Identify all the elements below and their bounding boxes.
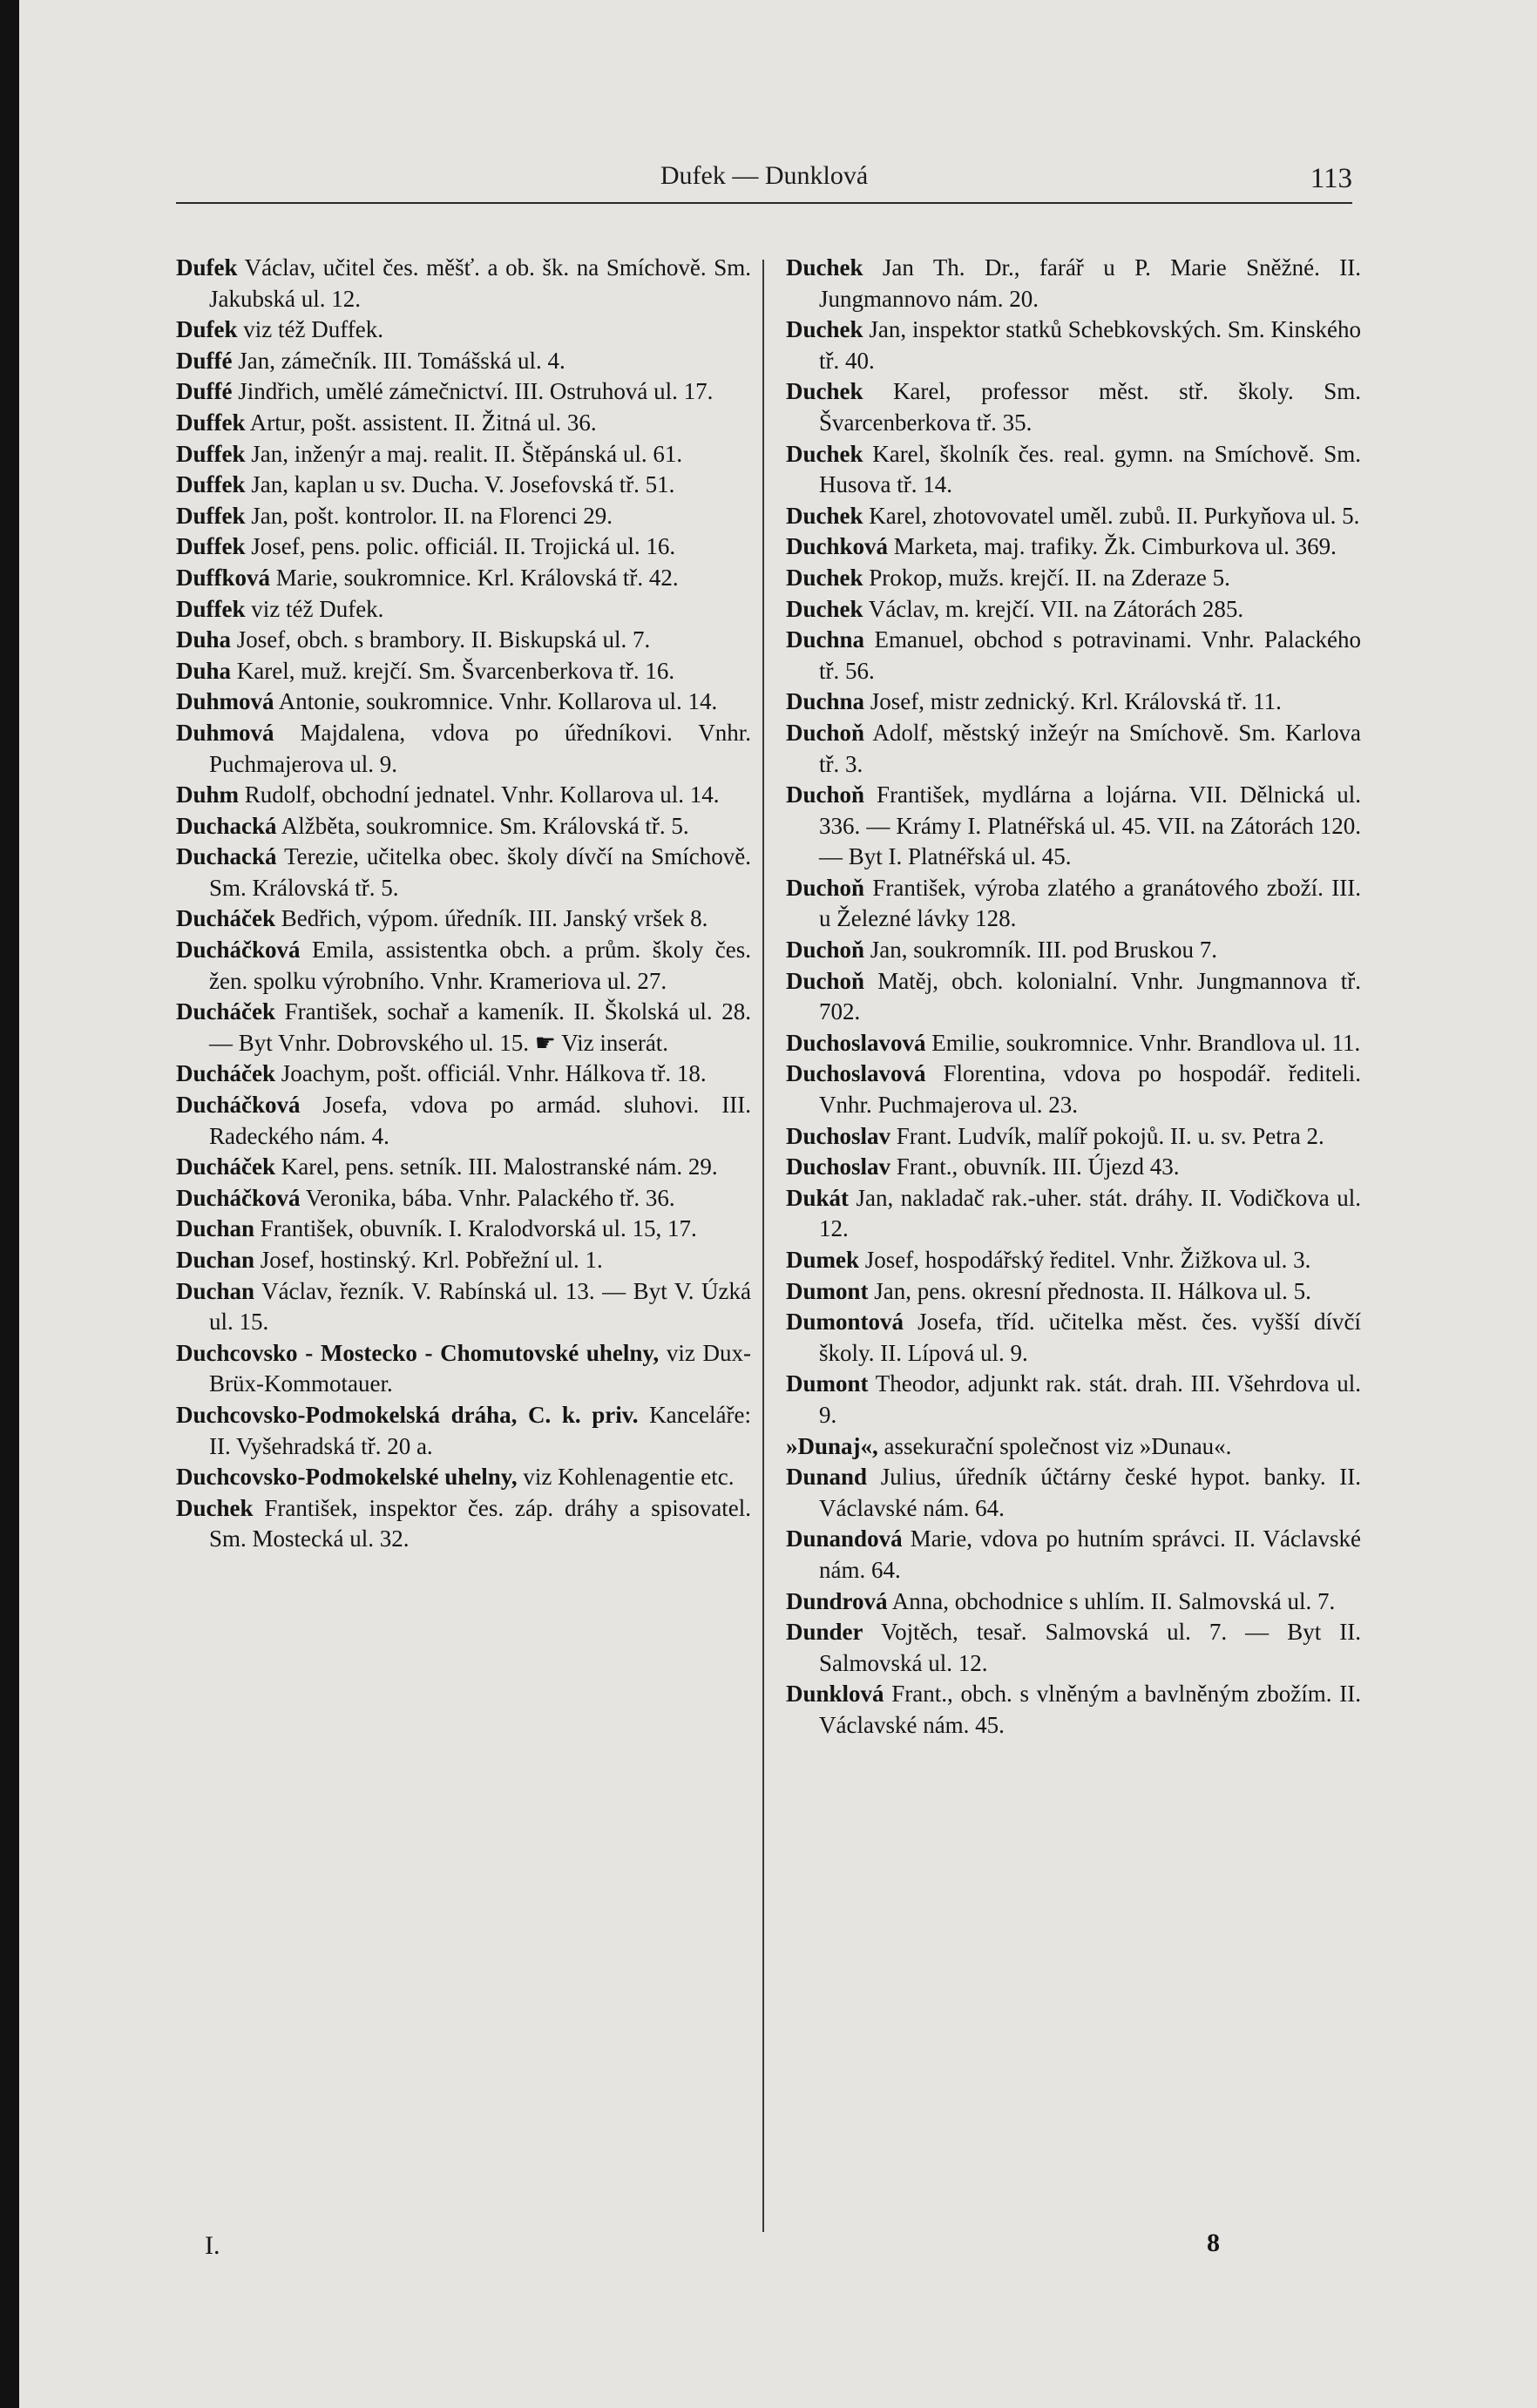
entry-surname: Dumont — [786, 1277, 869, 1304]
entry-surname: Dundrová — [786, 1587, 888, 1614]
entry-surname: Dunand — [786, 1464, 868, 1491]
directory-entry — [786, 1679, 1361, 1741]
directory-entry — [176, 656, 751, 687]
entry-surname: Duchek — [786, 564, 863, 591]
entry-surname: Duffek — [176, 502, 246, 529]
entry-details: Josef, hostinský. Krl. Pobřežní ul. 1. — [254, 1247, 603, 1273]
directory-entry — [786, 1524, 1361, 1586]
directory-entry — [176, 1059, 751, 1090]
directory-entry — [786, 1462, 1361, 1524]
entry-surname: Dunklová — [786, 1681, 884, 1708]
entry-surname: Duchek — [786, 254, 863, 281]
signature-mark-right: 8 — [1207, 2229, 1220, 2257]
entry-details: Josefa, vdova po armád. sluhovi. III. Radeckého nám. 4. — [209, 1092, 751, 1149]
entry-surname: Dunder — [786, 1619, 863, 1646]
entry-surname: Dumont — [786, 1370, 869, 1397]
directory-entry — [786, 1183, 1361, 1245]
directory-entry — [176, 1214, 751, 1245]
entry-details: František, výroba zlatého a granátového zboží. III. u Železné lávky 128. — [819, 874, 1361, 932]
left-column — [176, 253, 751, 1555]
directory-entry — [176, 1090, 751, 1152]
entry-surname: Dufek — [176, 316, 238, 343]
directory-entry — [176, 780, 751, 811]
entry-details: viz Kohlenagentie etc. — [517, 1464, 735, 1491]
entry-details: Antonie, soukromnice. Vnhr. Kollarova ul. 14. — [274, 688, 718, 715]
entry-surname: Duchoň — [786, 781, 865, 808]
entry-details: Jan, kaplan u sv. Ducha. V. Josefovská tř. 51. — [245, 471, 675, 498]
entry-details: Joachym, pošt. officiál. Vnhr. Hálkova tř. 18. — [275, 1060, 707, 1087]
entry-details: Karel, školník čes. real. gymn. na Smíchově. Sm. Husova tř. 14. — [819, 440, 1361, 498]
directory-entry — [786, 594, 1361, 626]
entry-details: František, mydlárna a lojárna. VII. Dělnická ul. 336. — Krámy I. Platnéřská ul. 45. VII. na Zátorách 120. — Byt I. Platnéřská ul. 45. — [819, 781, 1361, 870]
entry-details: Frant., obuvník. III. Újezd 43. — [890, 1153, 1180, 1180]
entry-surname: Duchoň — [786, 719, 865, 746]
entry-surname: Duchan — [176, 1247, 255, 1273]
entry-surname: Duchek — [176, 1494, 254, 1521]
entry-details: Jan, zámečník. III. Tomášská ul. 4. — [232, 347, 565, 374]
entry-surname: Ducháčková — [176, 1184, 301, 1211]
directory-entry — [786, 1121, 1361, 1153]
entry-surname: Ducháčková — [176, 937, 301, 964]
running-header — [176, 152, 1352, 205]
header-rule — [176, 202, 1352, 204]
entry-surname: Duchek — [786, 502, 863, 529]
directory-entry — [176, 439, 751, 470]
entry-surname: Duffek — [176, 471, 246, 498]
directory-entry — [176, 253, 751, 315]
directory-entry — [786, 1369, 1361, 1431]
entry-details: Anna, obchodnice s uhlím. II. Salmovská ul. 7. — [887, 1587, 1336, 1614]
directory-entry — [176, 470, 751, 501]
entry-details: Matěj, obch. kolonialní. Vnhr. Jungmannova tř. 702. — [819, 967, 1361, 1025]
directory-entry — [176, 1462, 751, 1493]
entry-surname: Duhm — [176, 781, 240, 808]
entry-details: Bedřich, výpom. úředník. III. Janský vršek 8. — [275, 905, 708, 932]
directory-entry — [786, 376, 1361, 438]
entry-details: Florentina, vdova po hospodář. řediteli. Vnhr. Puchmajerova ul. 23. — [819, 1060, 1361, 1119]
directory-entry — [176, 1183, 751, 1214]
entry-details: Karel, pens. setník. III. Malostranské nám. 29. — [275, 1153, 718, 1180]
entry-details: Emila, assistentka obch. a prům. školy čes. žen. spolku výrobního. Vnhr. Krameriova ul. 27. — [209, 937, 751, 994]
directory-entry — [176, 346, 751, 377]
entry-surname: Duchoslavová — [786, 1060, 926, 1087]
directory-entry — [176, 1493, 751, 1555]
entry-details: Jan, soukromník. III. pod Bruskou 7. — [864, 937, 1218, 964]
directory-entry — [786, 1307, 1361, 1369]
directory-entry — [176, 935, 751, 997]
entry-surname: Duchcovsko-Podmokelské uhelny, — [176, 1464, 518, 1491]
directory-entry — [176, 501, 751, 532]
directory-entry — [176, 811, 751, 842]
directory-entry — [786, 1586, 1361, 1618]
entry-surname: Ducháček — [176, 998, 275, 1025]
entry-details: Jan, pošt. kontrolor. II. na Florenci 29. — [245, 502, 613, 529]
entry-surname: Dumontová — [786, 1309, 904, 1336]
directory-entry — [786, 253, 1361, 315]
entry-details: Marie, vdova po hutním správci. II. Václavské nám. 64. — [819, 1525, 1361, 1583]
entry-surname: Duchcovsko - Mostecko - Chomutovské uhelny, — [176, 1339, 660, 1366]
entry-surname: Duffé — [176, 378, 233, 405]
entry-details: viz též Dufek. — [245, 595, 384, 622]
entry-surname: Ducháček — [176, 1060, 275, 1087]
entry-surname: Duchoslavová — [786, 1029, 926, 1056]
entry-details: Adolf, městský inžeýr na Smíchově. Sm. Karlova tř. 3. — [819, 719, 1361, 777]
entry-surname: Ducháček — [176, 1153, 275, 1180]
entry-details: František, inspektor čes. záp. dráhy a spisovatel. Sm. Mostecká ul. 32. — [209, 1494, 751, 1552]
directory-entry — [786, 501, 1361, 532]
directory-entry — [786, 1617, 1361, 1679]
directory-entry — [176, 842, 751, 903]
entry-details: Karel, muž. krejčí. Sm. Švarcenberkova tř. 16. — [231, 657, 675, 684]
directory-entry — [176, 315, 751, 346]
directory-entry — [786, 439, 1361, 501]
entry-surname: »Dunaj«, — [786, 1432, 878, 1459]
entry-details: Theodor, adjunkt rak. stát. drah. III. Všehrdova ul. 9. — [819, 1370, 1361, 1428]
page-number: 113 — [1310, 163, 1352, 194]
directory-entry — [176, 997, 751, 1059]
entry-surname: Duhmová — [176, 688, 274, 715]
directory-entry — [176, 1276, 751, 1338]
entry-details: Prokop, mužs. krejčí. II. na Zderaze 5. — [863, 564, 1230, 591]
entry-details: Jan, inženýr a maj. realit. II. Štěpánská ul. 61. — [245, 440, 683, 467]
entry-surname: Duchek — [786, 316, 863, 343]
entry-details: Vojtěch, tesař. Salmovská ul. 7. — Byt II. Salmovská ul. 12. — [819, 1619, 1361, 1676]
directory-entry — [176, 531, 751, 563]
directory-entry — [786, 687, 1361, 718]
directory-entry — [786, 718, 1361, 780]
entry-surname: Duchna — [786, 688, 865, 715]
entry-details: František, obuvník. I. Kralodvorská ul. 15, 17. — [254, 1215, 697, 1242]
entry-details: Kanceláře: II. Vyšehradská tř. 20 a. — [209, 1401, 751, 1459]
directory-entry — [176, 376, 751, 408]
entry-surname: Duchek — [786, 440, 863, 467]
entry-details: Václav, učitel čes. měšť. a ob. šk. na Smíchově. Sm. Jakubská ul. 12. — [209, 254, 751, 312]
directory-entry — [786, 563, 1361, 594]
directory-entry — [786, 1245, 1361, 1276]
entry-surname: Duffek — [176, 440, 246, 467]
entry-details: Václav, řezník. V. Rabínská ul. 13. — Byt V. Úzká ul. 15. — [209, 1277, 751, 1336]
entry-surname: Duha — [176, 626, 232, 653]
entry-details: Veronika, bába. Vnhr. Palackého tř. 36. — [300, 1184, 675, 1211]
entry-surname: Ducháček — [176, 905, 275, 932]
entry-details: Terezie, učitelka obec. školy dívčí na Smíchově. Sm. Královská tř. 5. — [209, 843, 751, 901]
entry-surname: Duffek — [176, 595, 246, 622]
entry-surname: Duchoslav — [786, 1153, 891, 1180]
entry-details: Marie, soukromnice. Krl. Královská tř. 42. — [270, 564, 679, 591]
entry-surname: Duffek — [176, 533, 246, 560]
entry-surname: Duchoň — [786, 874, 865, 901]
entry-surname: Duffé — [176, 347, 233, 374]
entry-details: Alžběta, soukromnice. Sm. Královská tř. 5. — [276, 812, 689, 839]
entry-details: viz Dux-Brüx-Kommotauer. — [209, 1339, 751, 1397]
directory-entry — [786, 1152, 1361, 1183]
entry-surname: Duchková — [786, 533, 889, 560]
directory-entry — [786, 1028, 1361, 1059]
directory-entry — [176, 687, 751, 718]
entry-surname: Dukát — [786, 1184, 850, 1211]
entry-details: Jan Th. Dr., farář u P. Marie Sněžné. II. Jungmannovo nám. 20. — [819, 254, 1361, 312]
entry-surname: Duha — [176, 657, 232, 684]
entry-details: Emanuel, obchod s potravinami. Vnhr. Palackého tř. 56. — [819, 626, 1361, 684]
directory-entry — [786, 1276, 1361, 1308]
entry-details: Josef, hospodářský ředitel. Vnhr. Žižkova ul. 3. — [859, 1247, 1311, 1273]
entry-details: Karel, zhotovovatel uměl. zubů. II. Purkyňova ul. 5. — [863, 502, 1360, 529]
entry-details: Josefa, tříd. učitelka měst. čes. vyšší dívčí školy. II. Lípová ul. 9. — [819, 1309, 1361, 1366]
directory-entry — [176, 625, 751, 656]
entry-details: Josef, pens. polic. officiál. II. Trojická ul. 16. — [245, 533, 676, 560]
entry-surname: Duchek — [786, 378, 863, 405]
entry-surname: Duffková — [176, 564, 271, 591]
entry-surname: Duffek — [176, 409, 246, 436]
entry-details: Artur, pošt. assistent. II. Žitná ul. 36. — [245, 409, 597, 436]
entry-details: Frant., obch. s vlněným a bavlněným zbožím. II. Václavské nám. 45. — [819, 1681, 1361, 1738]
entry-surname: Dunandová — [786, 1525, 903, 1552]
directory-entry — [176, 1338, 751, 1400]
entry-details: Jindřich, umělé zámečnictví. III. Ostruhová ul. 17. — [232, 378, 714, 405]
directory-entry — [176, 1245, 751, 1276]
directory-entry — [176, 594, 751, 626]
directory-entry — [176, 903, 751, 935]
directory-entry — [786, 873, 1361, 935]
entry-surname: Duchan — [176, 1277, 255, 1304]
entry-surname: Dumek — [786, 1247, 860, 1273]
entry-surname: Duchoň — [786, 967, 865, 994]
entry-surname: Dufek — [176, 254, 238, 281]
entry-details: Jan, pens. okresní přednosta. II. Hálkova ul. 5. — [868, 1277, 1311, 1304]
directory-entry — [176, 1400, 751, 1462]
entry-details: Rudolf, obchodní jednatel. Vnhr. Kollarova ul. 14. — [239, 781, 720, 808]
signature-mark-left: I. — [205, 2231, 220, 2260]
header-title: Dufek — Dunklová — [660, 161, 869, 190]
directory-entry — [786, 935, 1361, 966]
directory-entry — [786, 966, 1361, 1028]
entry-details: Josef, obch. s brambory. II. Biskupská ul. 7. — [231, 626, 651, 653]
directory-entry — [786, 1431, 1361, 1463]
entry-details: viz též Duffek. — [237, 316, 383, 343]
entry-details: Emilie, soukromnice. Vnhr. Brandlova ul. 11. — [925, 1029, 1361, 1056]
directory-entry — [176, 718, 751, 780]
entry-details: Marketa, maj. trafiky. Žk. Cimburkova ul. 369. — [888, 533, 1337, 560]
entry-details: Josef, mistr zednický. Krl. Královská tř. 11. — [864, 688, 1282, 715]
entry-surname: Duchna — [786, 626, 865, 653]
directory-entry — [786, 780, 1361, 873]
entry-surname: Duhmová — [176, 719, 274, 746]
entry-details: assekurační společnost viz »Dunau«. — [877, 1432, 1232, 1459]
entry-details: Frant. Ludvík, malíř pokojů. II. u. sv. Petra 2. — [890, 1122, 1324, 1149]
directory-entry — [786, 625, 1361, 687]
directory-entry — [176, 408, 751, 439]
directory-entry — [786, 1059, 1361, 1120]
entry-surname: Duchacká — [176, 843, 277, 870]
entry-surname: Duchek — [786, 595, 863, 622]
entry-details: František, sochař a kameník. II. Školská ul. 28. — Byt Vnhr. Dobrovského ul. 15. ☛ Viz inserát. — [209, 998, 751, 1056]
entry-details: Václav, m. krejčí. VII. na Zátorách 285. — [863, 595, 1244, 622]
entry-details: Majdalena, vdova po úředníkovi. Vnhr. Puchmajerova ul. 9. — [209, 719, 751, 777]
directory-entry — [786, 315, 1361, 376]
entry-surname: Duchoslav — [786, 1122, 891, 1149]
entry-details: Jan, inspektor statků Schebkovských. Sm. Kinského tř. 40. — [819, 316, 1361, 374]
directory-entry — [176, 563, 751, 594]
entry-surname: Ducháčková — [176, 1092, 301, 1119]
entry-surname: Duchcovsko-Podmokelská dráha, C. k. priv. — [176, 1401, 639, 1428]
entry-details: Jan, nakladač rak.-uher. stát. dráhy. II. Vodičkova ul. 12. — [819, 1184, 1361, 1242]
entry-details: Karel, professor měst. stř. školy. Sm. Švarcenberkova tř. 35. — [819, 378, 1361, 436]
entry-details: Julius, úředník účtárny české hypot. banky. II. Václavské nám. 64. — [819, 1464, 1361, 1521]
entry-surname: Duchoň — [786, 937, 865, 964]
directory-entry — [786, 531, 1361, 563]
entry-surname: Duchan — [176, 1215, 255, 1242]
right-column — [786, 253, 1361, 1742]
column-divider — [762, 260, 764, 2232]
directory-entry — [176, 1152, 751, 1183]
entry-surname: Duchacká — [176, 812, 277, 839]
